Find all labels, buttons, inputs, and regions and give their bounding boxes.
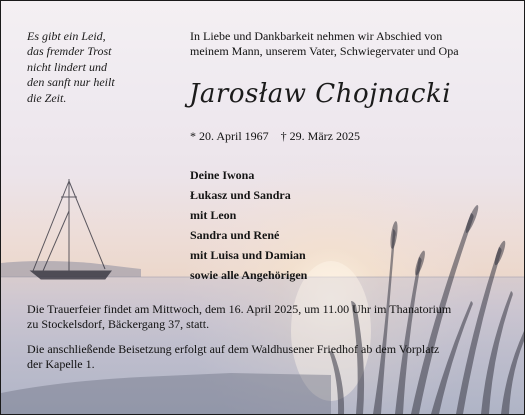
mourner-line: Sandra und René: [190, 228, 280, 242]
intro-text: In Liebe und Dankbarkeit nehmen wir Abschied von meinem Mann, unserem Vater, Schwiegervater und Opa: [190, 29, 459, 59]
burial-notice: Die anschließende Beisetzung erfolgt auf dem Waldhusener Friedhof ab dem Vorplatz der Kapelle 1.: [27, 342, 440, 372]
poem-quote: Es gibt ein Leid, das fremder Trost nicht lindert und den sanft nur heilt die Zeit.: [27, 29, 115, 105]
deceased-name: Jarosław Chojnacki: [189, 79, 452, 109]
mourners-list: [190, 165, 307, 285]
mourner-line: Deine Iwona: [190, 168, 255, 182]
mourner-line: mit Leon: [190, 208, 237, 222]
mourner-line: Łukasz und Sandra: [190, 188, 291, 202]
funeral-notice: Die Trauerfeier findet am Mittwoch, dem 16. April 2025, um 11.00 Uhr im Thanatorium zu Stockelsdorf, Bäckergang 37, statt.: [27, 302, 452, 332]
mourner-line: sowie alle Angehörigen: [190, 268, 308, 282]
birth-date: * 20. April 1967: [190, 129, 269, 143]
death-date: † 29. März 2025: [280, 129, 360, 143]
content-layer: [1, 1, 524, 414]
life-dates: [190, 129, 360, 144]
mourner-line: mit Luisa und Damian: [190, 248, 306, 262]
